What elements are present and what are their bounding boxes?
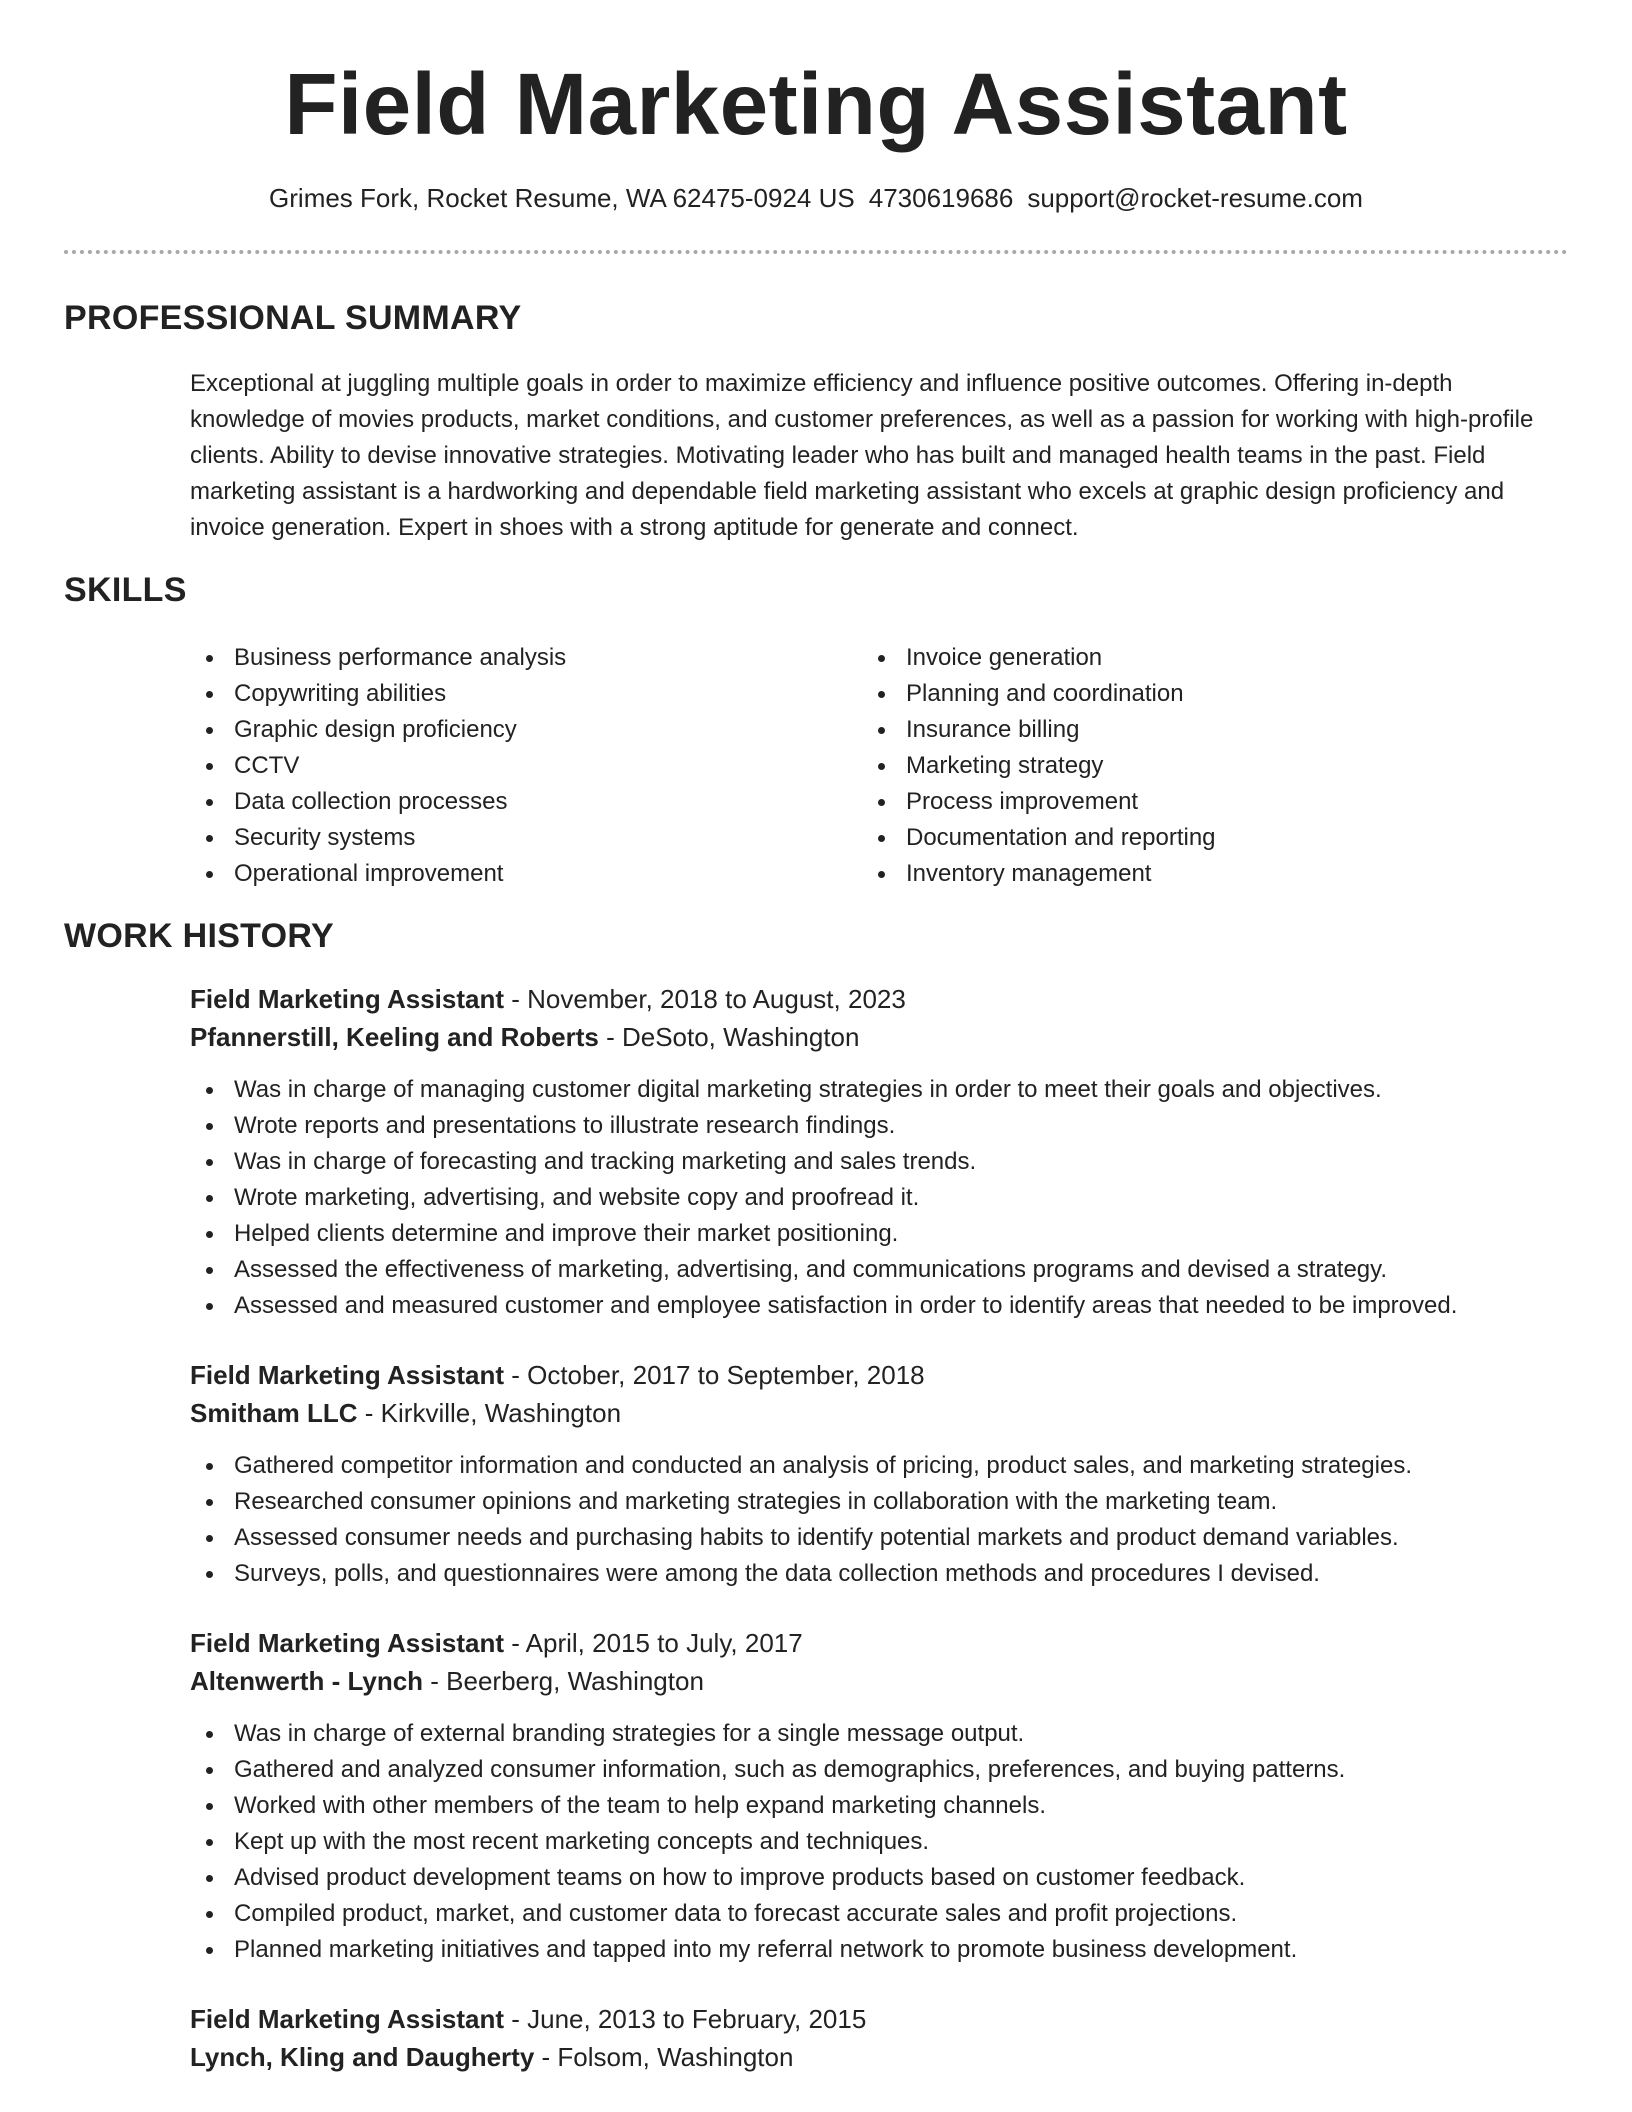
skill-item: Documentation and reporting: [862, 820, 1562, 856]
job-bullet: Was in charge of external branding strategies for a single message output.: [190, 1716, 1568, 1752]
job-dates: - November, 2018 to August, 2023: [504, 984, 906, 1014]
job-company: Pfannerstill, Keeling and Roberts: [190, 1022, 599, 1052]
job-bullet: Assessed the effectiveness of marketing, advertising, and communications programs and devised a strategy.: [190, 1252, 1568, 1288]
job-bullet: Assessed consumer needs and purchasing habits to identify potential markets and product demand variables.: [190, 1520, 1568, 1556]
contact-address: Grimes Fork, Rocket Resume, WA 62475-0924 US: [269, 183, 855, 213]
job-bullet: Was in charge of managing customer digital marketing strategies in order to meet their goals and objectives.: [190, 1072, 1568, 1108]
job-dates: - October, 2017 to September, 2018: [504, 1360, 925, 1390]
job-company: Altenwerth - Lynch: [190, 1666, 424, 1696]
job-company-line: [190, 2038, 793, 2076]
contact-email: support@rocket-resume.com: [1027, 183, 1363, 213]
skill-item: Business performance analysis: [190, 640, 830, 676]
job-role-line: [190, 1624, 803, 1662]
skill-item: CCTV: [190, 748, 830, 784]
job-role-line: [190, 2000, 866, 2038]
skill-item: Insurance billing: [862, 712, 1562, 748]
job-bullet: Kept up with the most recent marketing concepts and techniques.: [190, 1824, 1568, 1860]
job-role: Field Marketing Assistant: [190, 1360, 504, 1390]
summary-text: Exceptional at juggling multiple goals in order to maximize efficiency and influence positive outcomes. Offering in-depth knowledge of movies products, market conditions, and customer preferences, as well as a passion for working with high-profile clients. Ability to devise innovative strategies. Motivating leader who has built and managed health teams in the past. Field marketing assistant is a hardworking and dependable field marketing assistant who excels at graphic design proficiency and invoice generation. Expert in shoes with a strong aptitude for generate and connect.: [190, 370, 1534, 541]
job-location: - Beerberg, Washington: [423, 1666, 704, 1696]
job-bullet: Wrote reports and presentations to illustrate research findings.: [190, 1108, 1568, 1144]
job-bullet: Wrote marketing, advertising, and website copy and proofread it.: [190, 1180, 1568, 1216]
job-bullet: Compiled product, market, and customer data to forecast accurate sales and profit projections.: [190, 1896, 1568, 1932]
job-company-line: [190, 1394, 621, 1432]
job-dates: - April, 2015 to July, 2017: [504, 1628, 803, 1658]
job-bullet: Planned marketing initiatives and tapped into my referral network to promote business development.: [190, 1932, 1568, 1968]
job-bullet: Researched consumer opinions and marketing strategies in collaboration with the marketing team.: [190, 1484, 1568, 1520]
skill-item: Operational improvement: [190, 856, 830, 892]
job-role: Field Marketing Assistant: [190, 1628, 504, 1658]
job-bullets: [190, 1072, 1568, 1324]
skills-list-right: [862, 640, 1562, 892]
job-bullet: Was in charge of forecasting and tracking marketing and sales trends.: [190, 1144, 1568, 1180]
skill-item: Copywriting abilities: [190, 676, 830, 712]
skill-item: Graphic design proficiency: [190, 712, 830, 748]
job-bullet: Advised product development teams on how to improve products based on customer feedback.: [190, 1860, 1568, 1896]
job-dates: - June, 2013 to February, 2015: [504, 2004, 867, 2034]
skill-item: Marketing strategy: [862, 748, 1562, 784]
job-company: Smitham LLC: [190, 1398, 358, 1428]
job-bullet: Gathered competitor information and conducted an analysis of pricing, product sales, and marketing strategies.: [190, 1448, 1568, 1484]
job-role-line: [190, 1356, 925, 1394]
section-title-work-history: WORK HISTORY: [64, 917, 334, 955]
job-location: - Kirkville, Washington: [357, 1398, 622, 1428]
job-bullets: [190, 1716, 1568, 1968]
job-location: - DeSoto, Washington: [598, 1022, 860, 1052]
contact-phone: 4730619686: [868, 183, 1014, 213]
job-company-line: [190, 1662, 704, 1700]
skill-item: Data collection processes: [190, 784, 830, 820]
job-bullet: Surveys, polls, and questionnaires were among the data collection methods and procedures I devised.: [190, 1556, 1568, 1592]
job-bullet: Gathered and analyzed consumer information, such as demographics, preferences, and buying patterns.: [190, 1752, 1568, 1788]
skill-item: Process improvement: [862, 784, 1562, 820]
skill-item: Security systems: [190, 820, 830, 856]
job-role: Field Marketing Assistant: [190, 984, 504, 1014]
contact-line: [0, 180, 1632, 216]
skill-item: Inventory management: [862, 856, 1562, 892]
skill-item: Invoice generation: [862, 640, 1562, 676]
job-bullets: [190, 1448, 1568, 1592]
section-title-skills: SKILLS: [64, 571, 187, 609]
job-role-line: [190, 980, 906, 1018]
job-company: Lynch, Kling and Daugherty: [190, 2042, 535, 2072]
job-bullet: Assessed and measured customer and employee satisfaction in order to identify areas that needed to be improved.: [190, 1288, 1568, 1324]
header-divider: [64, 250, 1568, 254]
job-bullet: Helped clients determine and improve their market positioning.: [190, 1216, 1568, 1252]
section-title-summary: PROFESSIONAL SUMMARY: [64, 299, 522, 337]
job-role: Field Marketing Assistant: [190, 2004, 504, 2034]
job-bullet: Worked with other members of the team to help expand marketing channels.: [190, 1788, 1568, 1824]
skill-item: Planning and coordination: [862, 676, 1562, 712]
job-company-line: [190, 1018, 859, 1056]
resume-name-title: Field Marketing Assistant: [284, 56, 1348, 153]
skills-list-left: [190, 640, 830, 892]
job-location: - Folsom, Washington: [534, 2042, 794, 2072]
